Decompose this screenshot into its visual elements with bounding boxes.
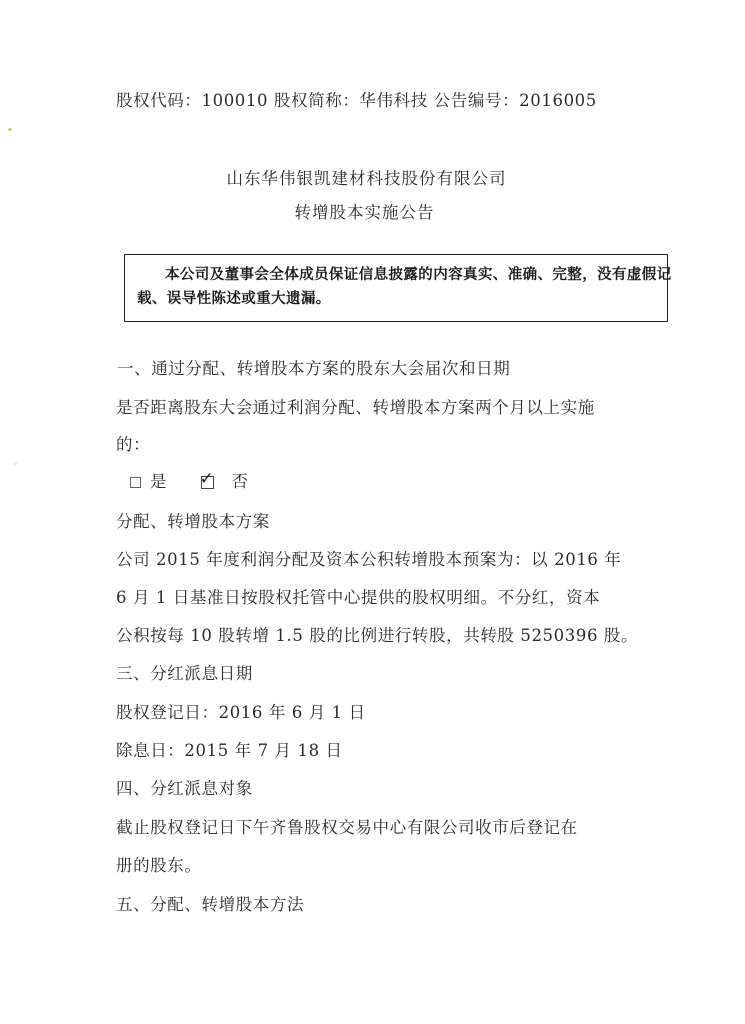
section-4-body-line-2: 册的股东。 [116, 856, 202, 875]
no-checkbox[interactable] [199, 468, 214, 489]
company-name: 山东华伟银凯建材科技股份有限公司 [226, 169, 507, 188]
ex-dividend-date: 除息日：2015 年 7 月 18 日 [116, 741, 343, 760]
disclaimer-line-1: 本公司及董事会全体成员保证信息披露的内容真实、准确、完整，没有虚假记 [165, 267, 672, 283]
announcement-header: 股权代码：100010 股权简称：华伟科技 公告编号：2016005 [116, 91, 597, 110]
section-1-question-line-2: 的： [116, 435, 151, 454]
document-title: 转增股本实施公告 [294, 203, 435, 222]
disclaimer-line-2: 载、误导性陈述或重大遗漏。 [137, 291, 331, 307]
section-4-heading: 四、分红派息对象 [116, 779, 253, 798]
section-1-question-line-1: 是否距离股东大会通过利润分配、转增股本方案两个月以上实施 [116, 398, 595, 417]
section-2-body-line-2: 6 月 1 日基准日按股权托管中心提供的股权明细。不分红，资本 [116, 588, 601, 607]
yes-no-options [130, 468, 248, 493]
section-2-heading: 分配、转增股本方案 [116, 512, 270, 531]
yes-checkbox[interactable] [130, 477, 141, 488]
section-2-body-line-1: 公司 2015 年度利润分配及资本公积转增股本预案为：以 2016 年 [116, 550, 622, 569]
section-2-body-line-3: 公积按每 10 股转增 1.5 股的比例进行转股，共转股 5250396 股。 [116, 626, 639, 645]
scan-speck [14, 462, 17, 465]
check-mark-icon: ✓ [199, 468, 214, 489]
disclaimer-box [124, 254, 672, 322]
scan-speck [8, 128, 12, 131]
section-5-heading: 五、分配、转增股本方法 [116, 895, 305, 914]
section-4-body-line-1: 截止股权登记日下午齐鲁股权交易中心有限公司收市后登记在 [116, 818, 578, 837]
yes-label: 是 [150, 472, 167, 491]
section-3-heading: 三、分红派息日期 [116, 664, 253, 683]
section-1-heading: 一、通过分配、转增股本方案的股东大会届次和日期 [117, 359, 511, 378]
no-label: 否 [231, 472, 248, 491]
record-date: 股权登记日：2016 年 6 月 1 日 [116, 703, 366, 722]
